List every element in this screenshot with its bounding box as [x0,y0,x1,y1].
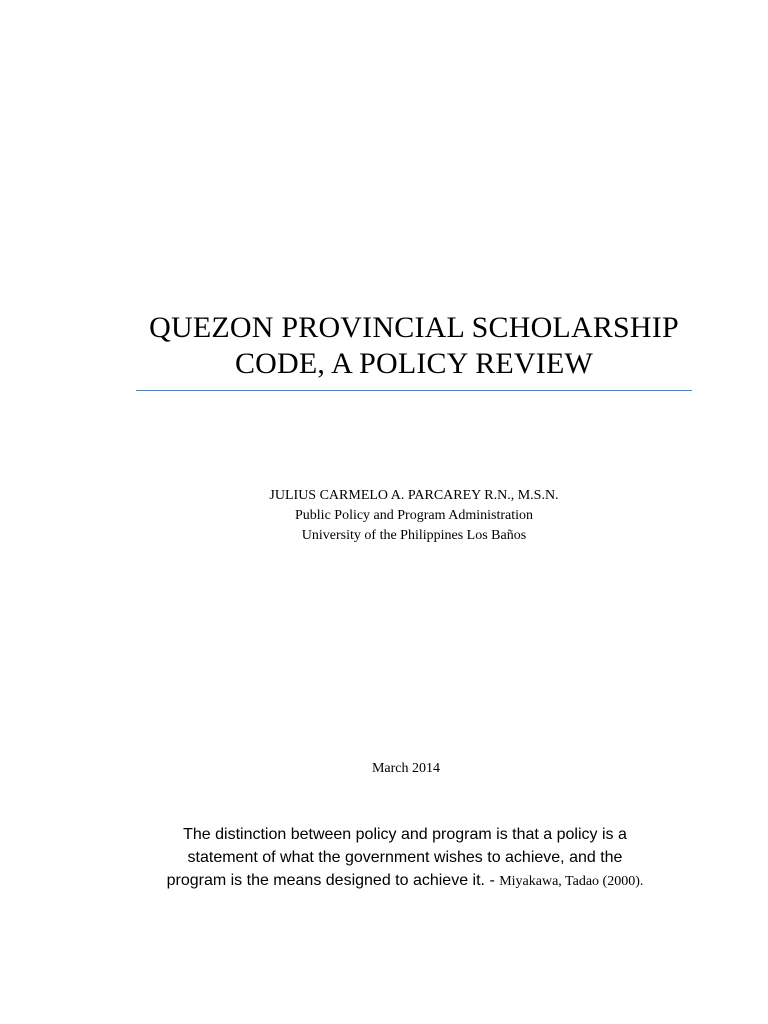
title-line-1: QUEZON PROVINCIAL SCHOLARSHIP [149,311,679,344]
quote-line-3 [120,869,690,893]
epigraph-quote [120,823,690,893]
author-block [136,486,692,546]
program-name: Public Policy and Program Administration [295,508,533,523]
quote-line-2: statement of what the government wishes to achieve, and the [187,849,623,866]
university-name: University of the Philippines Los Baños [301,528,527,543]
quote-line-1: The distinction between policy and program is that a policy is a [183,826,627,843]
title-line-2: CODE, A POLICY REVIEW [234,347,594,380]
author-name: JULIUS CARMELO A. PARCAREY R.N., M.S.N. [269,488,559,503]
quote-line-3-text: program is the means designed to achieve it. - [166,872,495,889]
quote-attribution: Miyakawa, Tadao (2000). [499,874,644,889]
title-divider [136,390,692,391]
document-title [136,310,692,382]
document-date: March 2014 [371,761,441,776]
